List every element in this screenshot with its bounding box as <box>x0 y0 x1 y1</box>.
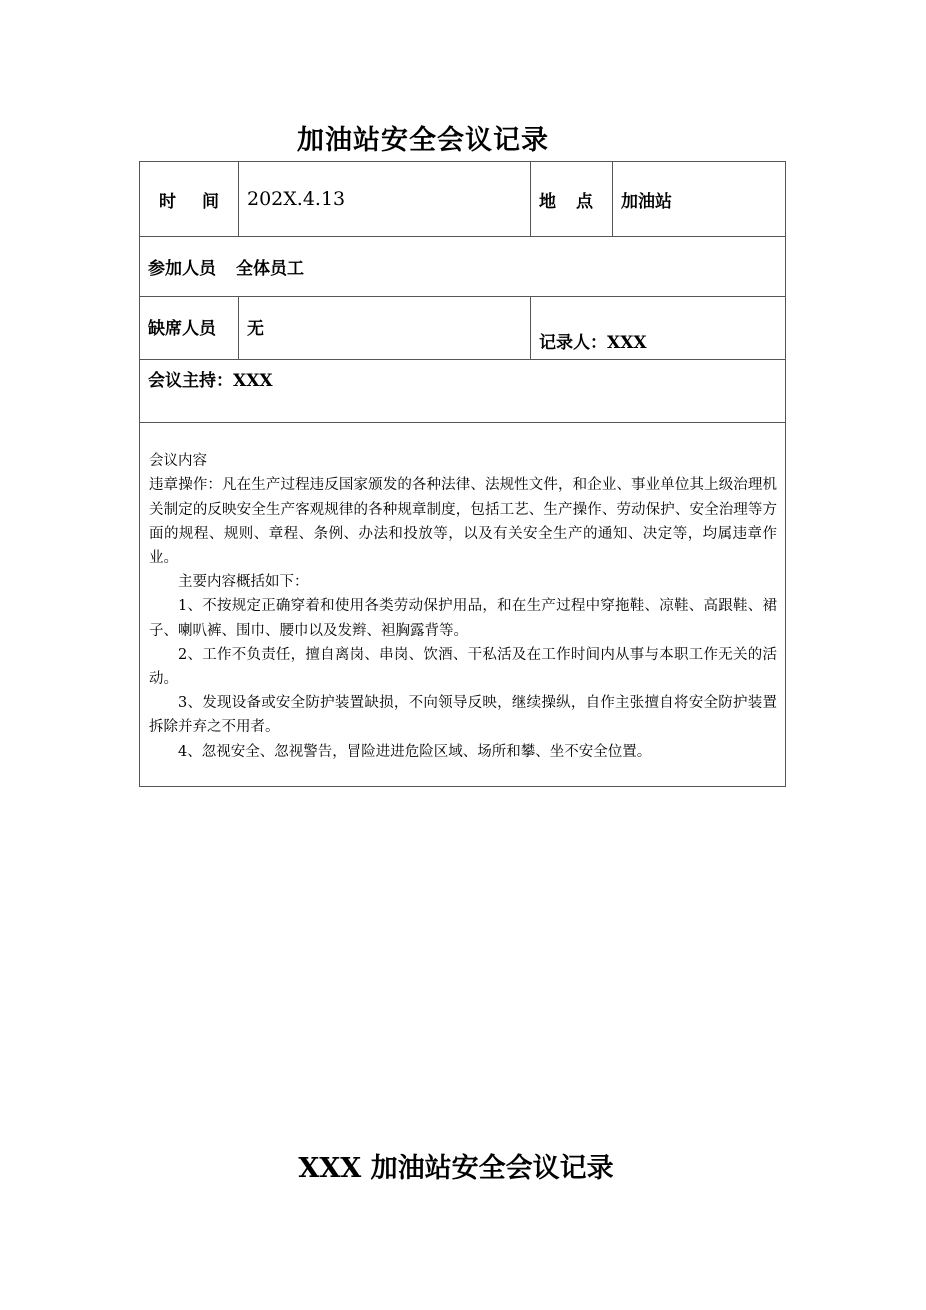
content-paragraph-4: 2、工作不负责任，擅自离岗、串岗、饮酒、干私活及在工作时间内从事与本职工作无关的活动。 <box>149 646 778 687</box>
attendees-value: 全体员工 <box>236 259 304 279</box>
content-paragraph-5: 3、发现设备或安全防护装置缺损，不向领导反映，继续操纵，自作主张擅自将安全防护装置拆除并弃之不用者。 <box>149 695 778 736</box>
content-paragraph-3: 1、不按规定正确穿着和使用各类劳动保护用品，和在生产过程中穿拖鞋、凉鞋、高跟鞋、裙子、喇叭裤、围巾、腰巾以及发辫、袒胸露背等。 <box>149 598 778 639</box>
meeting-content <box>140 445 785 764</box>
page-title: 加油站安全会议记录 <box>297 125 549 156</box>
time-label-char-1: 时 <box>159 191 176 212</box>
time-label-cell <box>140 162 239 237</box>
content-heading: 会议内容 <box>149 453 207 470</box>
table-row-attendees <box>140 237 786 297</box>
place-label-char-2: 点 <box>576 191 594 212</box>
content-cell <box>140 423 786 787</box>
attendees-cell <box>140 237 786 297</box>
table-row-time-place <box>140 162 786 237</box>
time-value: 202X.4.13 <box>239 162 531 237</box>
content-paragraph-6: 4、忽视安全、忽视警告，冒险进进危险区域、场所和攀、坐不安全位置。 <box>178 743 652 760</box>
absent-value: 无 <box>239 297 531 360</box>
place-label-cell <box>531 162 613 237</box>
content-paragraph-2: 主要内容概括如下： <box>178 574 309 591</box>
table-row-content <box>140 423 786 787</box>
content-paragraph-1: 违章操作：凡在生产过程违反国家颁发的各种法律、法规性文件，和企业、事业单位其上级治理机关制定的反映安全生产客观规律的各种规章制度，包括工艺、生产操作、劳动保护、安全治理等方面的规程、规则、章程、条例、办法和投放等，以及有关安全生产的通知、决定等，均属违章作业。 <box>149 477 778 566</box>
place-value: 加油站 <box>613 162 786 237</box>
time-label-char-2: 间 <box>202 191 219 212</box>
recorder-cell: 记录人：XXX <box>531 297 786 360</box>
place-label-char-1: 地 <box>539 191 557 212</box>
table-row-absent <box>140 297 786 360</box>
meeting-record-table <box>139 161 786 787</box>
absent-label: 缺席人员 <box>140 297 239 360</box>
second-page-title: XXX 加油站安全会议记录 <box>298 1153 614 1184</box>
attendees-label: 参加人员 <box>148 259 216 279</box>
table-row-host <box>140 360 786 423</box>
host-cell: 会议主持：XXX <box>140 360 786 423</box>
